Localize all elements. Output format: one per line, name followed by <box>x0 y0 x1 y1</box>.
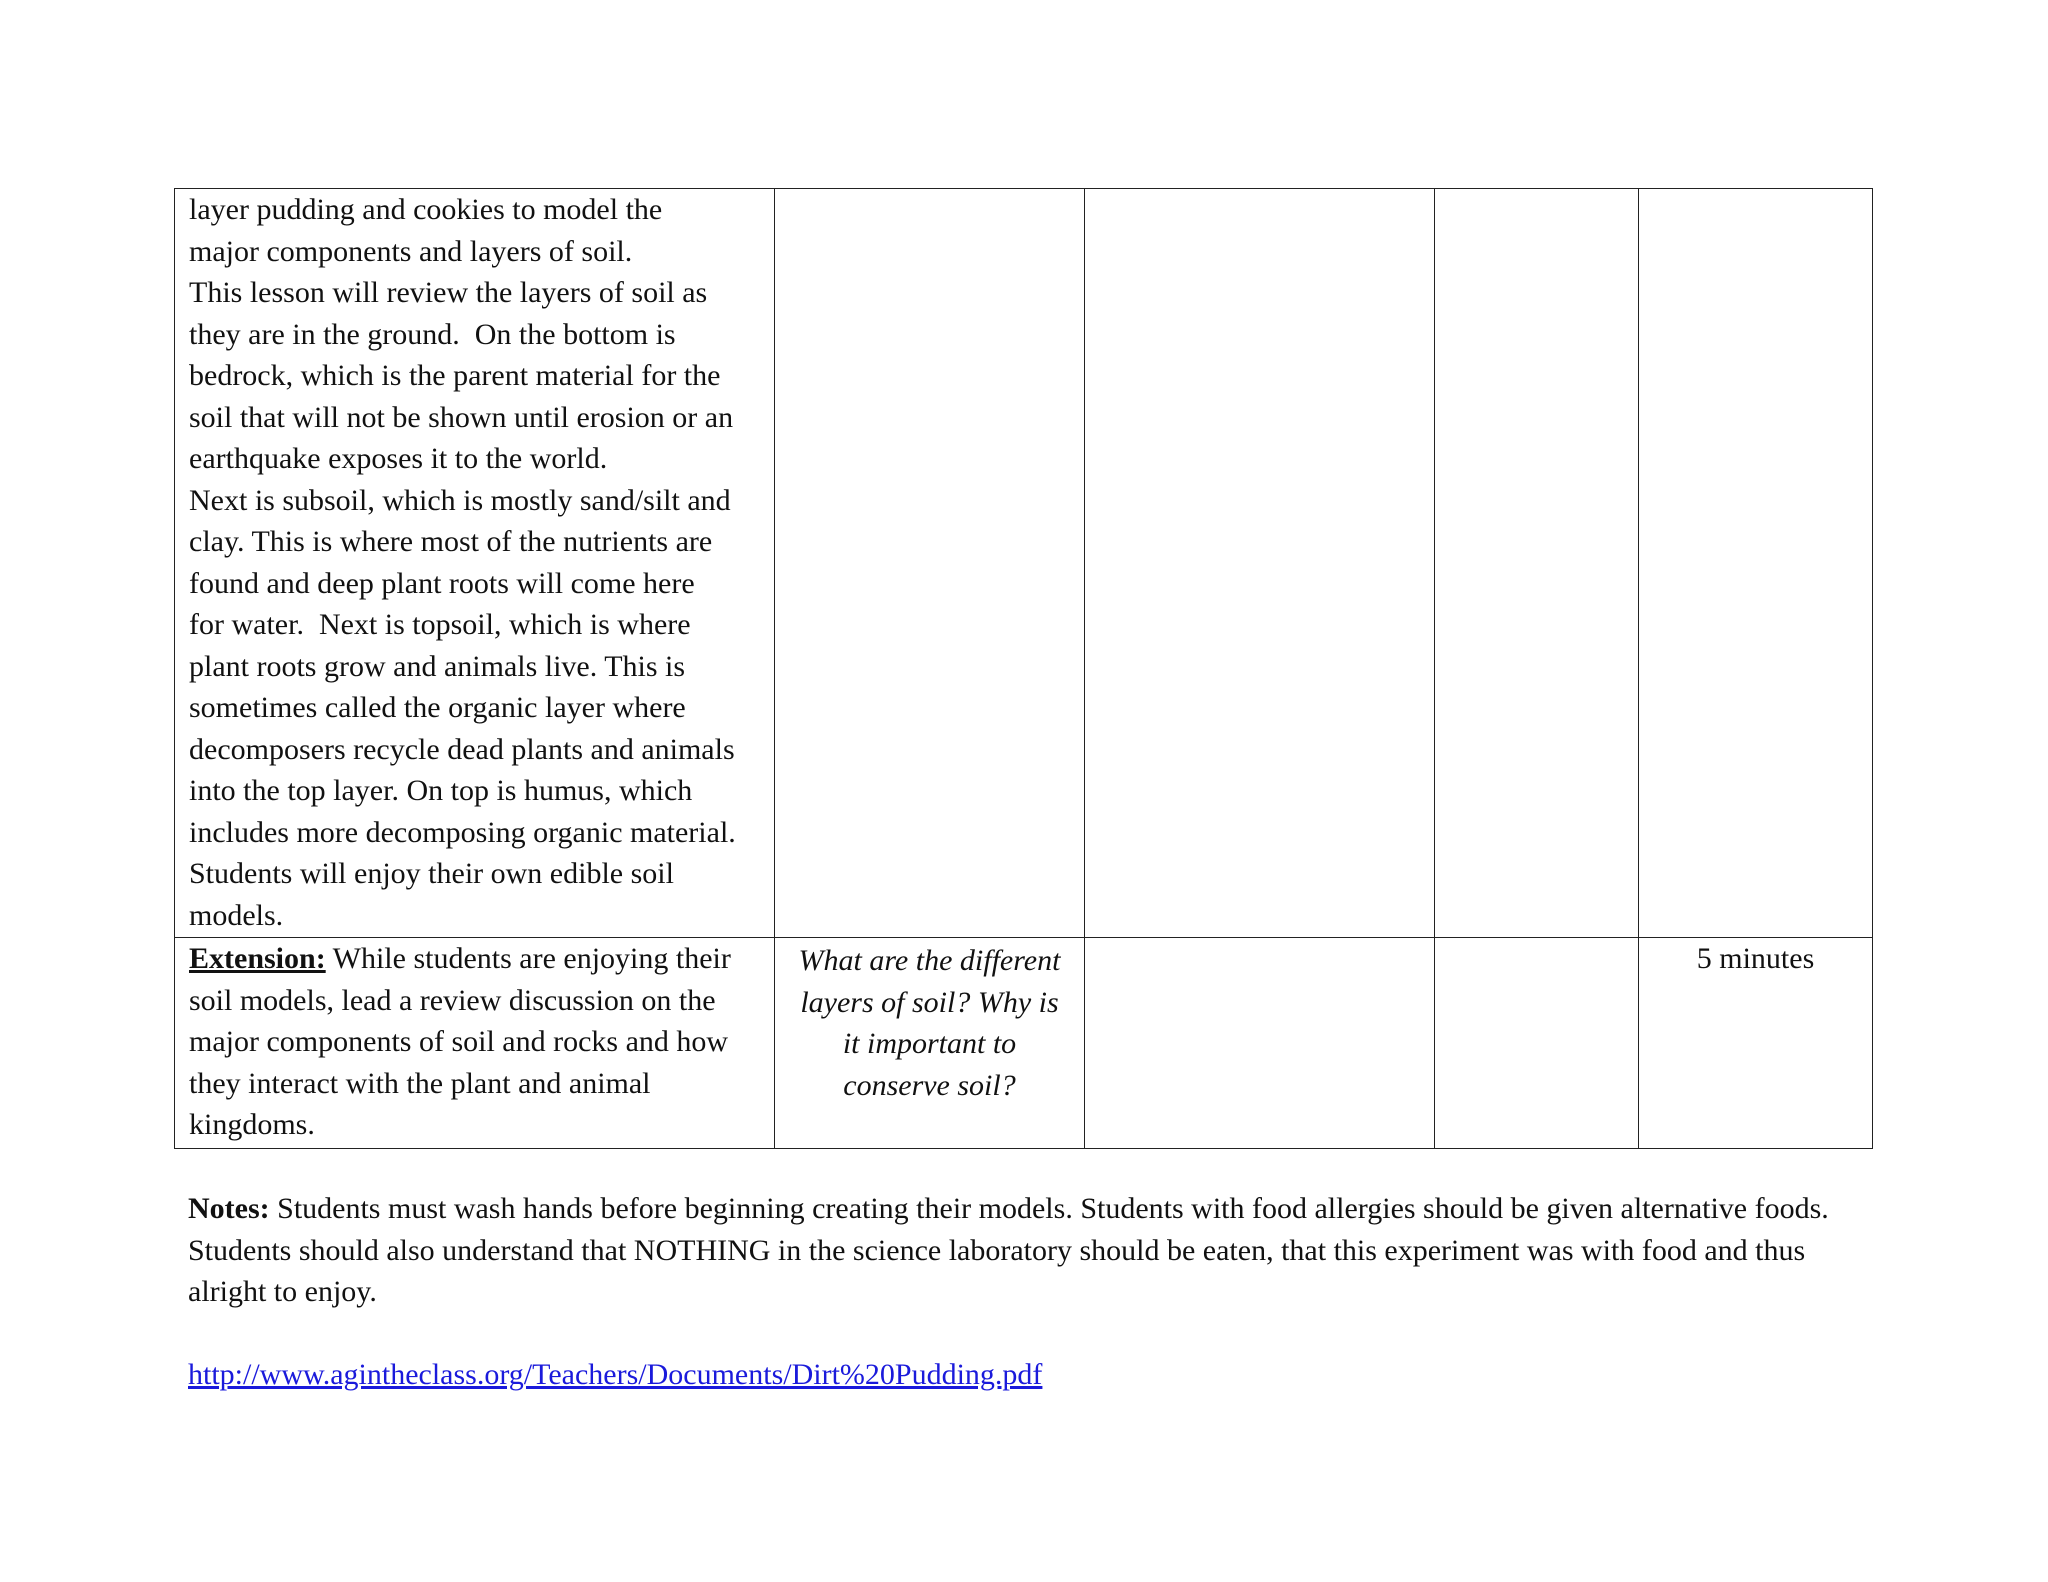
extension-text <box>175 938 774 1146</box>
question-line: What are the different <box>798 944 1061 977</box>
text-line: they are in the ground. On the bottom is <box>189 317 676 351</box>
question-line: it important to <box>842 1027 1017 1060</box>
empty-cell <box>1085 189 1435 938</box>
text-line: Students will enjoy their own edible soil <box>189 857 674 890</box>
text-line: earthquake exposes it to the world. <box>189 442 608 475</box>
text-line: plant roots grow and animals live. This is <box>189 649 686 683</box>
time-text: 5 minutes <box>1696 942 1815 975</box>
time-cell <box>1639 938 1873 1149</box>
question-line: layers of soil? Why is <box>800 985 1059 1019</box>
text-line: soil that will not be shown until erosion or an <box>189 400 734 434</box>
notes-label: Notes: <box>188 1192 270 1225</box>
text-line: Next is subsoil, which is mostly sand/silt and <box>189 483 731 517</box>
empty-cell <box>1435 938 1639 1149</box>
text-line: major components of soil and rocks and how <box>189 1025 729 1058</box>
table-row <box>175 938 1873 1149</box>
text-line: models. <box>189 898 284 932</box>
table-row <box>175 189 1873 938</box>
notes-paragraph <box>188 1188 1878 1313</box>
notes-text: Students must wash hands before beginning creating their models. Students with food allergies should be given alternative foods. Students should also understand that NOTHING in the science laboratory should be eaten, that this experiment was with food and thus alright to enjoy. <box>188 1192 1829 1308</box>
text-line: This lesson will review the layers of soil as <box>189 276 708 309</box>
text-line: layer pudding and cookies to model the <box>189 193 663 226</box>
text-line: clay. This is where most of the nutrients are <box>189 525 713 558</box>
empty-cell <box>1085 938 1435 1149</box>
question-line: conserve soil? <box>843 1068 1016 1102</box>
text-line: soil models, lead a review discussion on the <box>189 983 716 1017</box>
text-line <box>189 938 762 980</box>
resource-link[interactable]: http://www.agintheclass.org/Teachers/Documents/Dirt%20Pudding.pdf <box>188 1358 1043 1391</box>
extension-cell <box>175 938 775 1149</box>
text-line: into the top layer. On top is humus, which <box>189 774 693 807</box>
text-line: sometimes called the organic layer where <box>189 691 686 724</box>
procedure-text <box>175 189 774 936</box>
procedure-cell <box>175 189 775 938</box>
empty-cell <box>775 189 1085 938</box>
extension-label: Extension: <box>189 942 326 975</box>
text-line: decomposers recycle dead plants and animals <box>189 732 735 766</box>
text-line: kingdoms. <box>189 1108 315 1141</box>
lesson-plan-table <box>174 188 1873 1149</box>
text-fragment: While students are enjoying their <box>325 942 731 975</box>
text-line: they interact with the plant and animal <box>189 1066 651 1100</box>
text-line: found and deep plant roots will come here <box>189 566 695 600</box>
text-line: includes more decomposing organic material. <box>189 815 736 849</box>
text-line: major components and layers of soil. <box>189 234 633 268</box>
question-cell <box>775 938 1085 1149</box>
text-line: for water. Next is topsoil, which is where <box>189 608 691 641</box>
empty-cell <box>1639 189 1873 938</box>
text-line: bedrock, which is the parent material for the <box>189 359 721 392</box>
empty-cell <box>1435 189 1639 938</box>
